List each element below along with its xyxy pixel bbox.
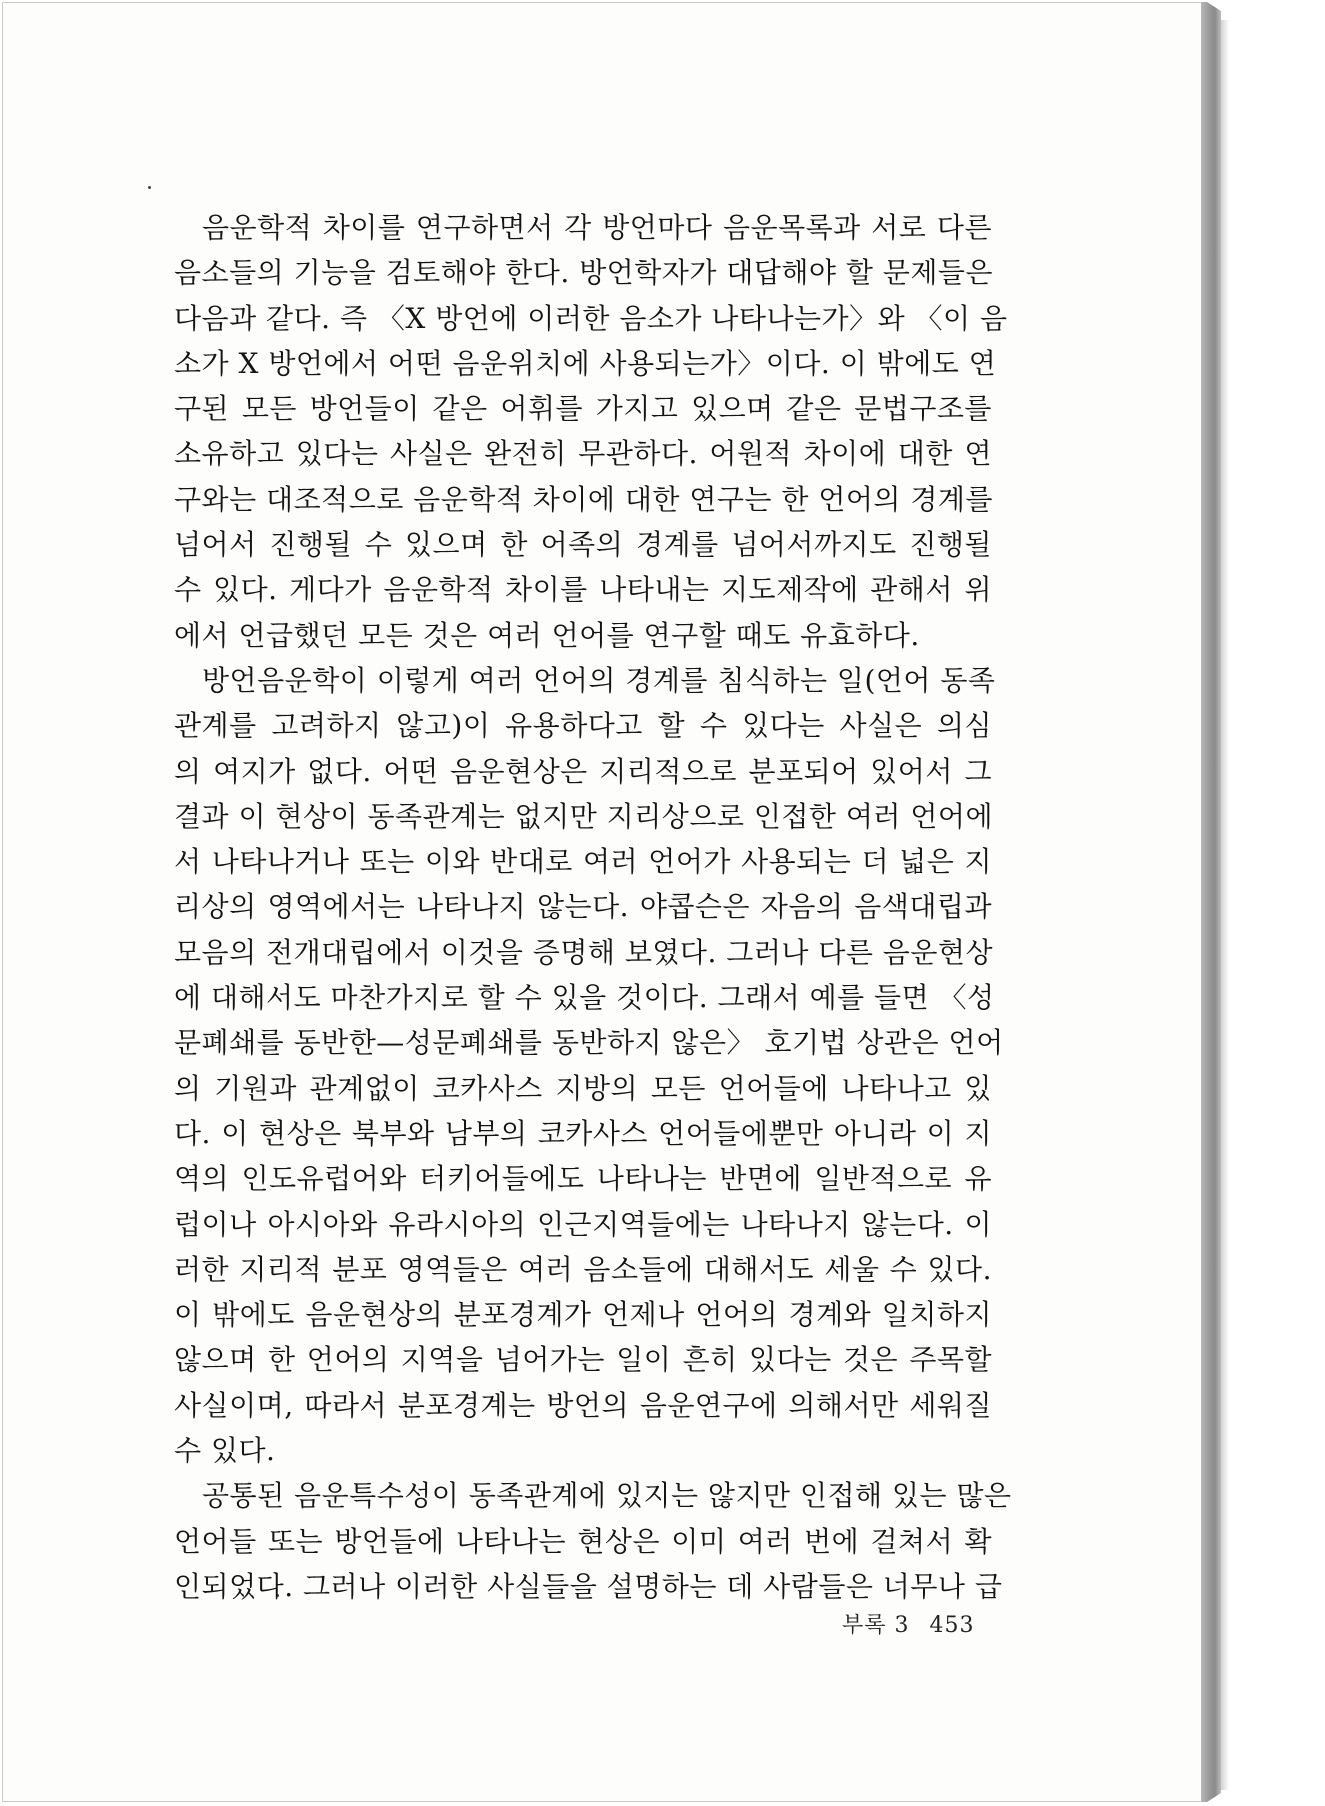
text-line: 역의 인도유럽어와 터키어들에도 나타나는 반면에 일반적으로 유 (174, 1162, 992, 1196)
page-curl-edge (1201, 2, 1221, 1802)
text-line: 러한 지리적 분포 영역들은 여러 음소들에 대해서도 세울 수 있다. (174, 1252, 992, 1286)
text-line: 다. 이 현상은 북부와 남부의 코카사스 언어들에뿐만 아니라 이 지 (174, 1116, 992, 1150)
text-line: 수 있다. (174, 1434, 276, 1468)
text-line: 공통된 음운특수성이 동족관계에 있지는 않지만 인접해 있는 많은 (202, 1479, 1012, 1513)
text-line: 소가 X 방언에서 어떤 음운위치에 사용되는가〉이다. 이 밖에도 연 (174, 346, 997, 380)
text-line: 인되었다. 그러나 이러한 사실들을 설명하는 데 사람들은 너무나 급 (174, 1569, 1003, 1603)
text-line: 에 대해서도 마찬가지로 할 수 있을 것이다. 그래서 예를 들면 〈성 (174, 981, 995, 1015)
text-line: 결과 이 현상이 동족관계는 없지만 지리상으로 인접한 여러 언어에 (174, 799, 994, 833)
text-line: 이 밖에도 음운현상의 분포경계가 언제나 언어의 경계와 일치하지 (174, 1298, 992, 1332)
text-line: 럽이나 아시아와 유라시아의 인근지역들에는 나타나지 않는다. 이 (174, 1207, 992, 1241)
text-line: 서 나타나거나 또는 이와 반대로 여러 언어가 사용되는 더 넓은 지 (174, 845, 992, 879)
page-footer (842, 1608, 995, 1639)
text-line: 않으며 한 언어의 지역을 넘어가는 일이 흔히 있다는 것은 주목할 (174, 1343, 992, 1377)
text-line: 에서 언급했던 모든 것은 여러 언어를 연구할 때도 유효하다. (174, 618, 920, 652)
text-line: 문폐쇄를 동반한—성문폐쇄를 동반하지 않은〉 호기법 상관은 언어 (174, 1026, 1004, 1060)
text-line: 소유하고 있다는 사실은 완전히 무관하다. 어원적 차이에 대한 연 (174, 437, 992, 471)
body-text (174, 205, 1012, 1609)
text-line: 음운학적 차이를 연구하면서 각 방언마다 음운목록과 서로 다른 (202, 211, 992, 244)
text-line: 음소들의 기능을 검토해야 한다. 방언학자가 대답해야 할 문제들은 (174, 256, 994, 290)
text-line: 방언음운학이 이렇게 여러 언어의 경계를 침식하는 일(언어 동족 (202, 663, 996, 697)
page-edge-shadow (1221, 20, 1229, 1790)
text-line: 의 기원과 관계없이 코카사스 지방의 모든 언어들에 나타나고 있 (174, 1071, 992, 1105)
text-line: 수 있다. 게다가 음운학적 차이를 나타내는 지도제작에 관해서 위 (174, 573, 992, 607)
text-line: 사실이며, 따라서 분포경계는 방언의 음운연구에 의해서만 세워질 (174, 1388, 992, 1422)
text-line: 모음의 전개대립에서 이것을 증명해 보였다. 그러나 다른 음운현상 (174, 935, 994, 969)
text-line: 넘어서 진행될 수 있으며 한 어족의 경계를 넘어서까지도 진행될 (174, 528, 992, 562)
text-line: 리상의 영역에서는 나타나지 않는다. 야콥슨은 자음의 음색대립과 (174, 890, 992, 924)
text-line: 다음과 같다. 즉 〈X 방언에 이러한 음소가 나타나는가〉와 〈이 음 (174, 301, 1008, 335)
scan-speck (148, 186, 151, 189)
page-number: 453 (929, 1613, 975, 1638)
text-line: 구된 모든 방언들이 같은 어휘를 가지고 있으며 같은 문법구조를 (174, 392, 992, 426)
footer-section-label: 부록 3 (842, 1613, 910, 1638)
text-line: 언어들 또는 방언들에 나타나는 현상은 이미 여러 번에 걸쳐서 확 (174, 1524, 992, 1558)
text-line: 의 여지가 없다. 어떤 음운현상은 지리적으로 분포되어 있어서 그 (174, 754, 992, 788)
text-line: 구와는 대조적으로 음운학적 차이에 대한 연구는 한 언어의 경계를 (174, 482, 994, 516)
text-line: 관계를 고려하지 않고)이 유용하다고 할 수 있다는 사실은 의심 (174, 709, 992, 743)
